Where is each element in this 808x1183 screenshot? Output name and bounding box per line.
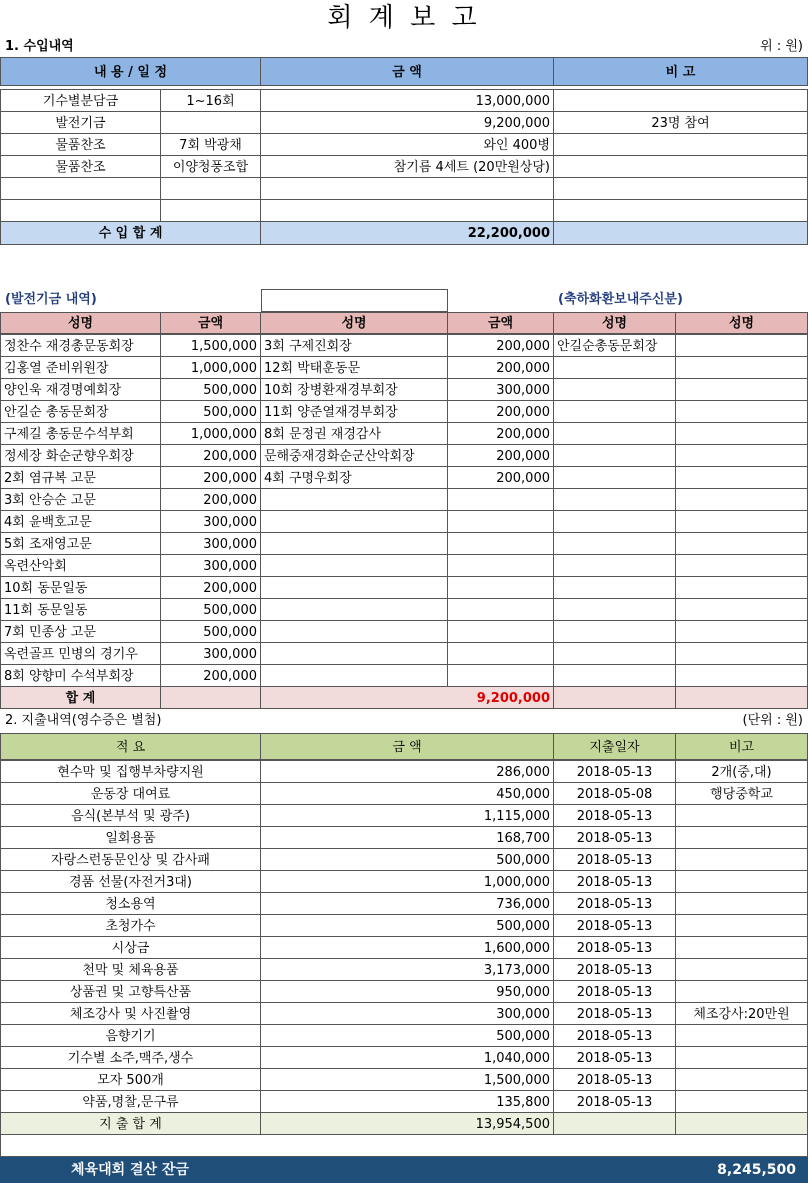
wreath-name <box>553 576 676 599</box>
wreath-name <box>553 510 676 533</box>
fund-name: 안길순 총동문회장 <box>0 400 161 423</box>
expense-header-3: 비고 <box>675 733 808 760</box>
expense-date: 2018-05-13 <box>553 1068 676 1091</box>
fund-name: 구제길 총동문수석부회 <box>0 422 161 445</box>
expense-total-value: 13,954,500 <box>260 1112 554 1135</box>
wreath-name <box>553 598 676 621</box>
fund-name: 정찬수 재경총문동회장 <box>0 334 161 357</box>
fund-name-2: 10회 장병환재경부회장 <box>260 378 448 401</box>
expense-item: 청소용역 <box>0 892 261 915</box>
expense-amount: 3,173,000 <box>260 958 554 981</box>
income-amount: 참기름 4세트 (20만원상당) <box>260 155 554 178</box>
wreath-name <box>553 378 676 401</box>
wreath-name-2 <box>675 378 808 401</box>
fund-header-3: 금액 <box>447 312 554 334</box>
wreath-name <box>553 356 676 379</box>
fund-amount: 500,000 <box>160 620 261 643</box>
fund-amount: 300,000 <box>160 554 261 577</box>
expense-date: 2018-05-13 <box>553 1002 676 1025</box>
expense-item: 기수별 소주,맥주,생수 <box>0 1046 261 1069</box>
expense-item: 현수막 및 집행부차량지원 <box>0 760 261 783</box>
fund-name-2 <box>260 532 448 555</box>
fund-name: 5회 조재영고문 <box>0 532 161 555</box>
fund-name-2: 11회 양준열재경부회장 <box>260 400 448 423</box>
income-note <box>553 199 808 222</box>
balance-value: 8,245,500 <box>262 1159 806 1181</box>
wreath-name-2 <box>675 488 808 511</box>
fund-amount-2 <box>447 642 554 665</box>
fund-amount-2 <box>447 488 554 511</box>
expense-date: 2018-05-08 <box>553 782 676 805</box>
fund-header-0: 성명 <box>0 312 161 334</box>
expense-note: 행당중학교 <box>675 782 808 805</box>
wreath-name: 안길순총동문회장 <box>553 334 676 357</box>
fund-amount-2: 200,000 <box>447 334 554 357</box>
expense-amount: 1,040,000 <box>260 1046 554 1069</box>
expense-date: 2018-05-13 <box>553 826 676 849</box>
fund-header-2: 성명 <box>260 312 448 334</box>
expense-amount: 135,800 <box>260 1090 554 1113</box>
wreath-name-2 <box>675 554 808 577</box>
income-detail <box>160 177 261 200</box>
fund-name-2: 문해중재경화순군산악회장 <box>260 444 448 467</box>
fund-name-2: 8회 문정권 재경감사 <box>260 422 448 445</box>
wreath-name-2 <box>675 532 808 555</box>
wreath-name <box>553 444 676 467</box>
wreath-name-2 <box>675 510 808 533</box>
expense-note: 2개(중,대) <box>675 760 808 783</box>
income-total-value: 22,200,000 <box>260 221 554 245</box>
income-amount <box>260 177 554 200</box>
fund-name-2 <box>260 576 448 599</box>
income-total-label: 수 입 합 계 <box>0 221 261 245</box>
expense-note <box>675 980 808 1003</box>
fund-amount: 1,500,000 <box>160 334 261 357</box>
fund-amount-2: 300,000 <box>447 378 554 401</box>
expense-note <box>675 1090 808 1113</box>
expense-item: 모자 500개 <box>0 1068 261 1091</box>
expense-note <box>675 958 808 981</box>
fund-amount-2 <box>447 576 554 599</box>
income-detail: 이양청풍조합 <box>160 155 261 178</box>
income-detail: 1~16회 <box>160 89 261 112</box>
fund-name: 4회 윤백호고문 <box>0 510 161 533</box>
fund-title: (발전기금 내역) <box>5 292 97 307</box>
fund-name-2 <box>260 510 448 533</box>
expense-total-blank-2 <box>675 1112 808 1135</box>
income-section-title: 1. 수입내역 <box>5 39 74 54</box>
expense-amount: 1,000,000 <box>260 870 554 893</box>
expense-date: 2018-05-13 <box>553 980 676 1003</box>
wreath-name-2 <box>675 334 808 357</box>
expense-note: 체조강사:20만원 <box>675 1002 808 1025</box>
income-unit: 위 : 원) <box>760 39 803 54</box>
income-detail <box>160 111 261 134</box>
expense-date: 2018-05-13 <box>553 1024 676 1047</box>
fund-name-2 <box>260 598 448 621</box>
fund-amount: 200,000 <box>160 488 261 511</box>
fund-header-5: 성명 <box>675 312 808 334</box>
fund-amount-2: 200,000 <box>447 356 554 379</box>
expense-date: 2018-05-13 <box>553 760 676 783</box>
expense-date: 2018-05-13 <box>553 870 676 893</box>
income-item: 물품찬조 <box>0 155 161 178</box>
wreath-name-2 <box>675 444 808 467</box>
fund-name: 김홍열 준비위원장 <box>0 356 161 379</box>
fund-name-2 <box>260 554 448 577</box>
income-item: 물품찬조 <box>0 133 161 156</box>
fund-amount: 200,000 <box>160 466 261 489</box>
fund-name-2: 4회 구명우회장 <box>260 466 448 489</box>
income-item <box>0 199 161 222</box>
income-total-note <box>553 221 808 245</box>
fund-amount-2 <box>447 510 554 533</box>
fund-name-2 <box>260 642 448 665</box>
fund-name-2 <box>260 620 448 643</box>
balance-label: 체육대회 결산 잔금 <box>0 1159 260 1181</box>
fund-total-value: 9,200,000 <box>260 686 554 709</box>
fund-amount-2 <box>447 554 554 577</box>
expense-amount: 1,115,000 <box>260 804 554 827</box>
income-item: 발전기금 <box>0 111 161 134</box>
fund-name: 10회 동문일동 <box>0 576 161 599</box>
fund-amount-2 <box>447 664 554 687</box>
fund-amount: 300,000 <box>160 510 261 533</box>
page-title: 회 계 보 고 <box>327 3 481 33</box>
wreath-name-2 <box>675 598 808 621</box>
expense-note <box>675 1046 808 1069</box>
fund-total-blank-3 <box>675 686 808 709</box>
wreath-name-2 <box>675 466 808 489</box>
wreath-name <box>553 664 676 687</box>
fund-amount-2 <box>447 532 554 555</box>
expense-total-label: 지 출 합 계 <box>0 1112 261 1135</box>
expense-amount: 1,500,000 <box>260 1068 554 1091</box>
expense-item: 체조강사 및 사진촬영 <box>0 1002 261 1025</box>
fund-amount-2 <box>447 598 554 621</box>
expense-item: 음향기기 <box>0 1024 261 1047</box>
expense-note <box>675 804 808 827</box>
income-note <box>553 155 808 178</box>
fund-name: 옥련골프 민병의 경기우 <box>0 642 161 665</box>
expense-note <box>675 1068 808 1091</box>
fund-amount: 1,000,000 <box>160 356 261 379</box>
expense-note <box>675 848 808 871</box>
fund-blank-box <box>261 289 448 312</box>
expense-date: 2018-05-13 <box>553 804 676 827</box>
expense-amount: 736,000 <box>260 892 554 915</box>
fund-amount-2: 200,000 <box>447 466 554 489</box>
wreath-name <box>553 620 676 643</box>
income-amount: 와인 400병 <box>260 133 554 156</box>
expense-date: 2018-05-13 <box>553 1046 676 1069</box>
fund-total-label: 합 계 <box>0 686 161 709</box>
expense-item: 상품권 및 고향특산품 <box>0 980 261 1003</box>
expense-date: 2018-05-13 <box>553 892 676 915</box>
wreath-name-2 <box>675 576 808 599</box>
expense-note <box>675 1024 808 1047</box>
expense-item: 일회용품 <box>0 826 261 849</box>
income-header-amount: 금 액 <box>260 57 554 86</box>
expense-amount: 950,000 <box>260 980 554 1003</box>
fund-amount: 500,000 <box>160 378 261 401</box>
expense-total-blank <box>553 1112 676 1135</box>
expense-note <box>675 936 808 959</box>
fund-amount: 300,000 <box>160 532 261 555</box>
fund-amount: 200,000 <box>160 664 261 687</box>
expense-spacer-row <box>0 1134 808 1157</box>
wreath-name-2 <box>675 356 808 379</box>
expense-header-2: 지출일자 <box>553 733 676 760</box>
expense-amount: 500,000 <box>260 914 554 937</box>
expense-amount: 500,000 <box>260 1024 554 1047</box>
income-item: 기수별분담금 <box>0 89 161 112</box>
income-amount: 9,200,000 <box>260 111 554 134</box>
income-item <box>0 177 161 200</box>
expense-item: 음식(본부석 및 광주) <box>0 804 261 827</box>
fund-header-1: 금액 <box>160 312 261 334</box>
fund-name: 3회 안승순 고문 <box>0 488 161 511</box>
expense-item: 초청가수 <box>0 914 261 937</box>
income-detail: 7회 박광채 <box>160 133 261 156</box>
expense-unit: (단위 : 원) <box>742 713 803 728</box>
expense-amount: 286,000 <box>260 760 554 783</box>
wreath-name-2 <box>675 642 808 665</box>
wreath-name <box>553 466 676 489</box>
wreath-name <box>553 488 676 511</box>
expense-section-title: 2. 지출내역(영수증은 별첨) <box>5 713 162 728</box>
expense-amount: 300,000 <box>260 1002 554 1025</box>
fund-header-4: 성명 <box>553 312 676 334</box>
expense-date: 2018-05-13 <box>553 914 676 937</box>
expense-item: 자랑스런동문인상 및 감사패 <box>0 848 261 871</box>
expense-item: 천막 및 체육용품 <box>0 958 261 981</box>
expense-note <box>675 826 808 849</box>
expense-item: 경품 선물(자전거3대) <box>0 870 261 893</box>
income-header-content: 내 용 / 일 정 <box>0 57 261 86</box>
income-header-note: 비 고 <box>553 57 808 86</box>
fund-name: 양인욱 재경명예회장 <box>0 378 161 401</box>
fund-amount: 300,000 <box>160 642 261 665</box>
expense-header-0: 적 요 <box>0 733 261 760</box>
wreath-name-2 <box>675 664 808 687</box>
wreath-name-2 <box>675 620 808 643</box>
income-detail <box>160 199 261 222</box>
fund-total-blank <box>160 686 261 709</box>
expense-item: 약품,명찰,문구류 <box>0 1090 261 1113</box>
expense-amount: 168,700 <box>260 826 554 849</box>
fund-amount: 200,000 <box>160 444 261 467</box>
fund-name: 2회 염규복 고문 <box>0 466 161 489</box>
income-amount <box>260 199 554 222</box>
expense-amount: 500,000 <box>260 848 554 871</box>
fund-amount-2: 200,000 <box>447 444 554 467</box>
wreath-name-2 <box>675 422 808 445</box>
expense-amount: 450,000 <box>260 782 554 805</box>
fund-name: 옥련산악회 <box>0 554 161 577</box>
fund-name: 11회 동문일동 <box>0 598 161 621</box>
wreath-name <box>553 400 676 423</box>
fund-amount: 1,000,000 <box>160 422 261 445</box>
wreath-title: (축하화환보내주신분) <box>558 292 683 307</box>
wreath-name <box>553 532 676 555</box>
income-note <box>553 133 808 156</box>
fund-total-blank-2 <box>553 686 676 709</box>
fund-amount: 500,000 <box>160 598 261 621</box>
fund-name: 정세장 화순군향우회장 <box>0 444 161 467</box>
fund-name-2 <box>260 664 448 687</box>
fund-name: 7회 민종상 고문 <box>0 620 161 643</box>
income-note <box>553 89 808 112</box>
fund-name-2 <box>260 488 448 511</box>
fund-amount-2: 200,000 <box>447 400 554 423</box>
expense-date: 2018-05-13 <box>553 848 676 871</box>
fund-amount: 200,000 <box>160 576 261 599</box>
wreath-name <box>553 422 676 445</box>
wreath-name <box>553 554 676 577</box>
wreath-name <box>553 642 676 665</box>
expense-item: 시상금 <box>0 936 261 959</box>
expense-date: 2018-05-13 <box>553 1090 676 1113</box>
expense-note <box>675 870 808 893</box>
wreath-name-2 <box>675 400 808 423</box>
income-amount: 13,000,000 <box>260 89 554 112</box>
expense-header-1: 금 액 <box>260 733 554 760</box>
income-note: 23명 참여 <box>553 111 808 134</box>
expense-amount: 1,600,000 <box>260 936 554 959</box>
fund-name-2: 3회 구제진회장 <box>260 334 448 357</box>
expense-date: 2018-05-13 <box>553 936 676 959</box>
fund-amount-2 <box>447 620 554 643</box>
fund-name-2: 12회 박태훈동문 <box>260 356 448 379</box>
expense-note <box>675 914 808 937</box>
fund-name: 8회 양향미 수석부회장 <box>0 664 161 687</box>
expense-date: 2018-05-13 <box>553 958 676 981</box>
fund-amount-2: 200,000 <box>447 422 554 445</box>
expense-item: 운동장 대여료 <box>0 782 261 805</box>
fund-amount: 500,000 <box>160 400 261 423</box>
expense-note <box>675 892 808 915</box>
income-note <box>553 177 808 200</box>
